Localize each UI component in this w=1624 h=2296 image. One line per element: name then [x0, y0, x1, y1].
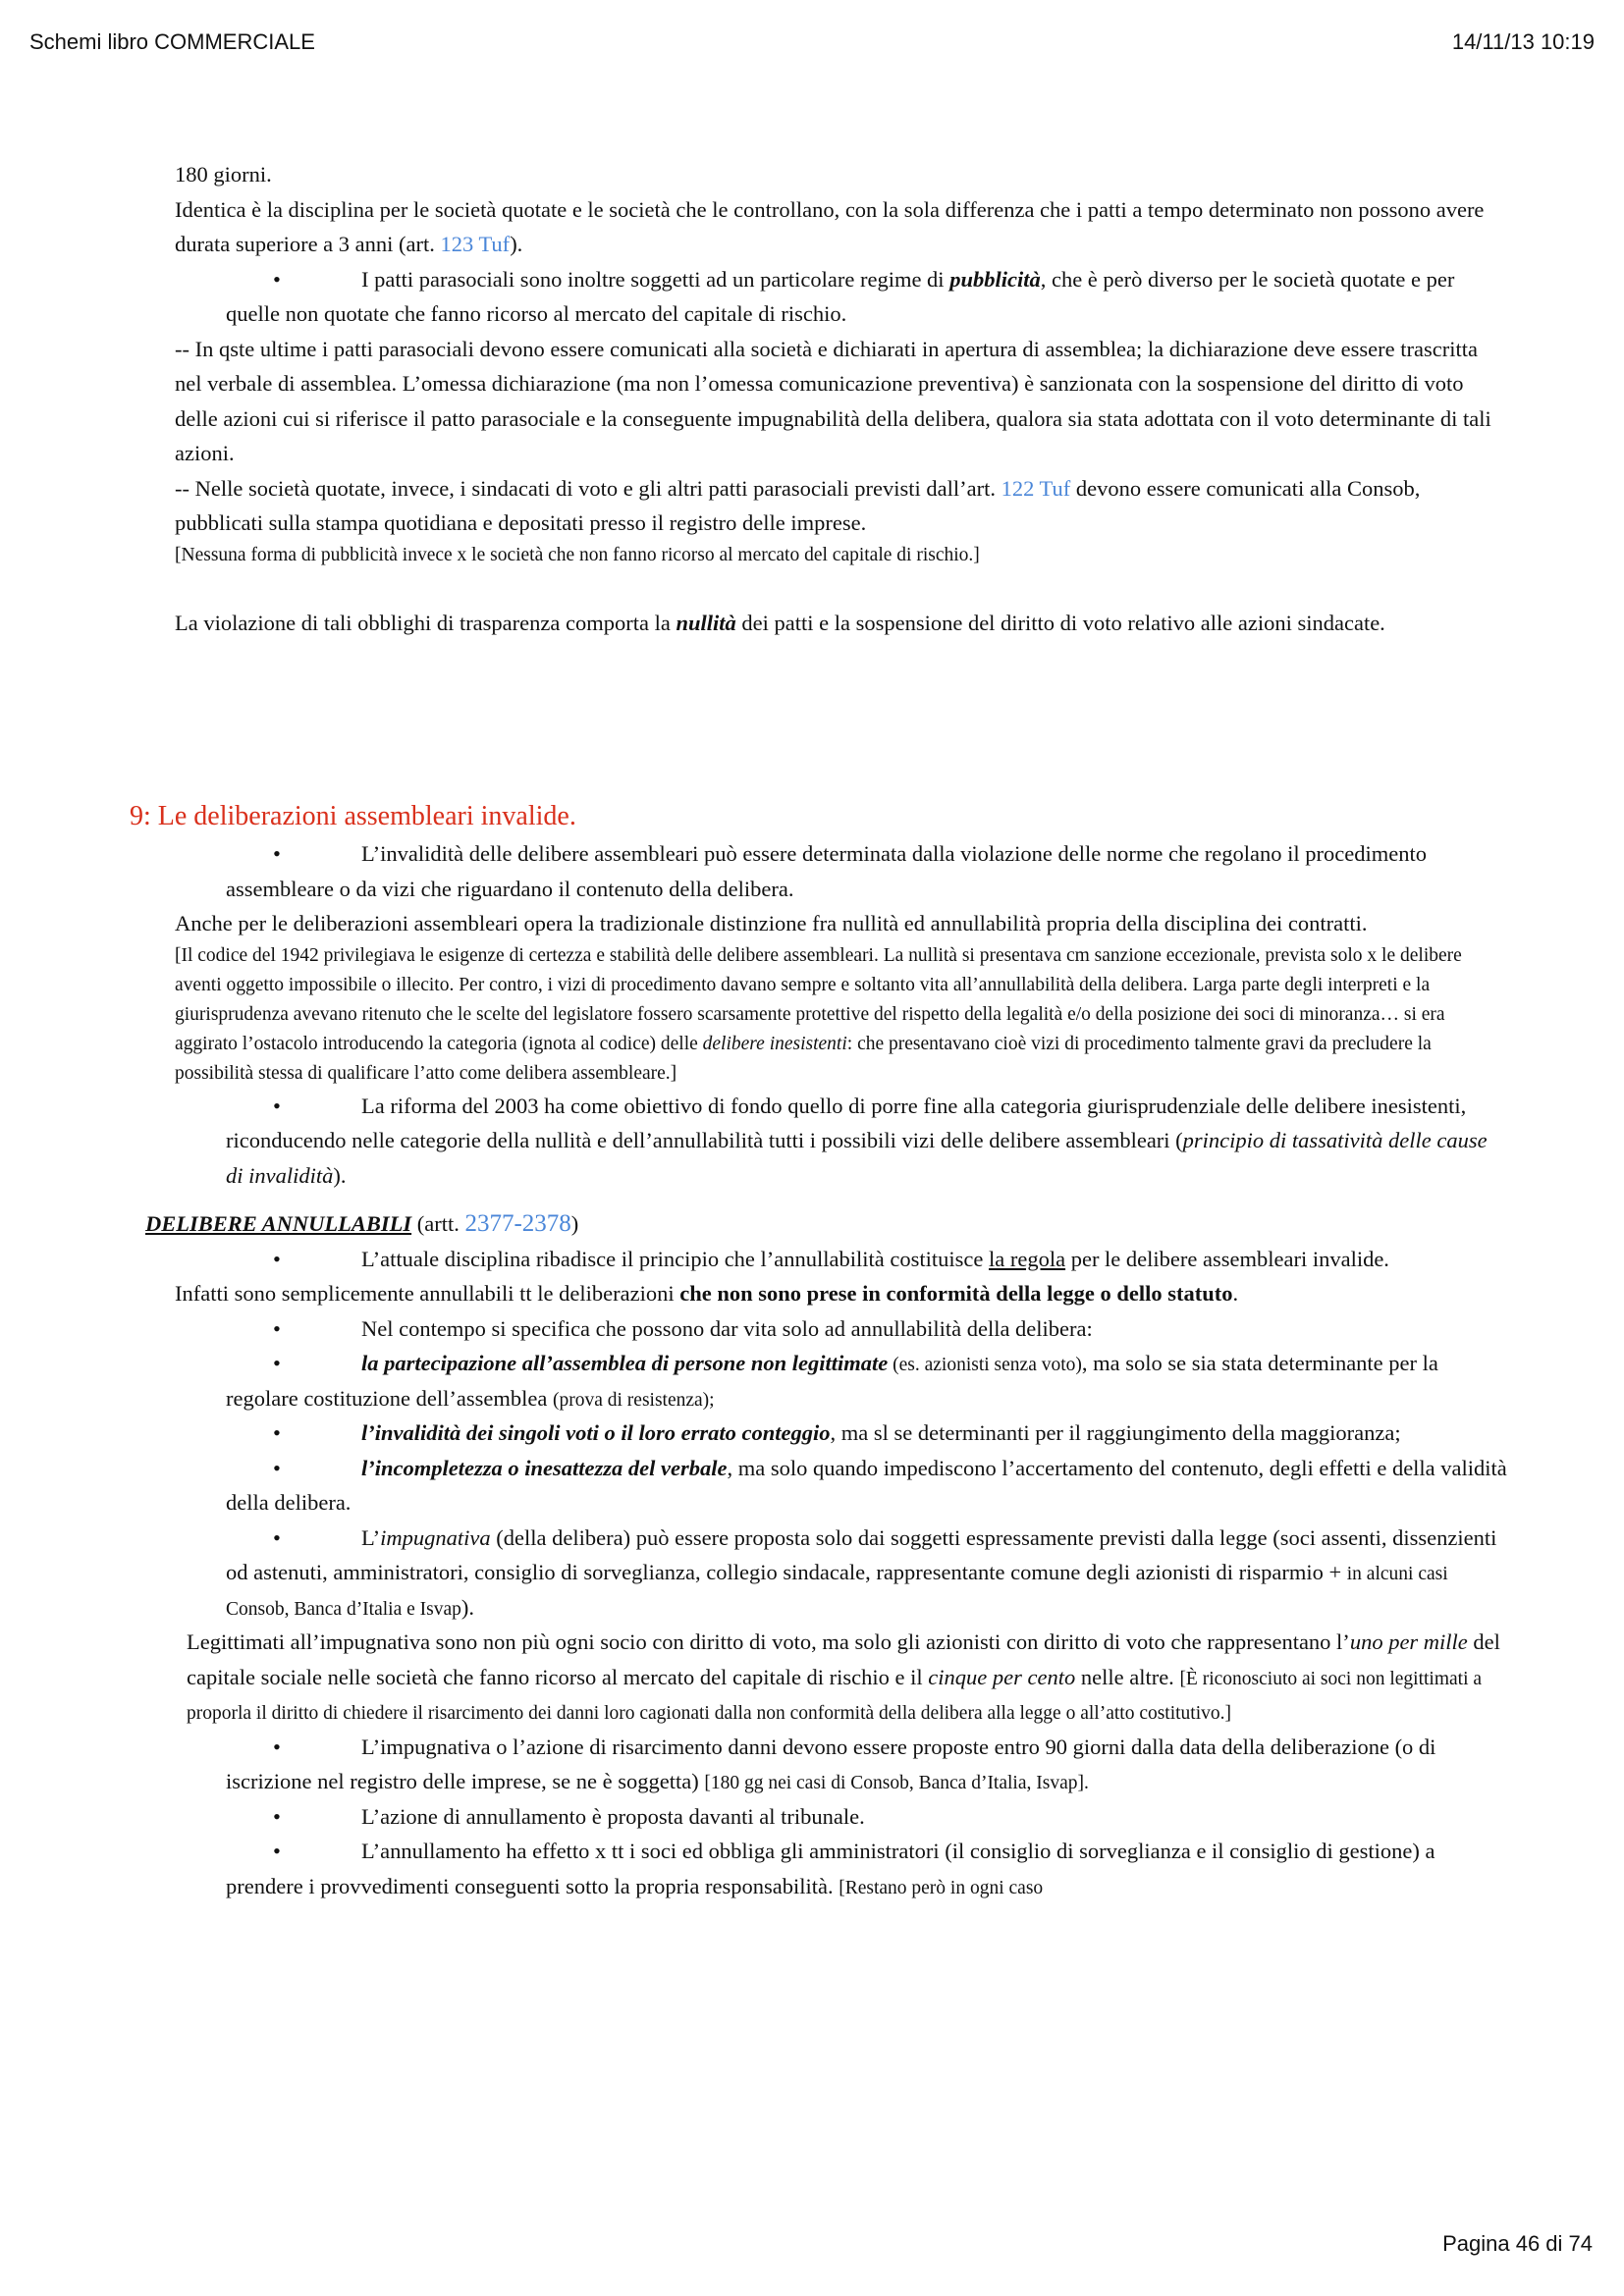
page-number: Pagina 46 di 74: [1442, 2231, 1593, 2256]
bullet-icon: •: [273, 1524, 281, 1550]
bullet-icon: •: [273, 1420, 281, 1445]
bullet-icon: •: [273, 1803, 281, 1829]
bullet-icon: •: [273, 841, 281, 866]
bullet-icon: •: [273, 1351, 281, 1375]
bullet-item: • la partecipazione all’assemblea di persone non legittimate (es. azionisti senza voto), ma solo se sia stata determinante per la regolare costituzione dell’assemblea (prova di resistenza);: [175, 1346, 1508, 1415]
note: [Nessuna forma di pubblicità invece x le società che non fanno ricorso al mercato del capitale di rischio.]: [175, 544, 980, 565]
paragraph: -- In qste ultime i patti parasociali devono essere comunicati alla società e dichiarati in apertura di assemblea; la dichiarazione deve essere trascritta nel verbale di assemblea. L’omessa dichiarazione (ma non l’omessa comunicazione preventiva) è sanzionata con la sospensione del diritto di voto delle azioni cui si riferisce il patto parasociale e la conseguente impugnabilità della delibera, qualora sia stata adottata con il voto determinante di tali azioni.: [175, 336, 1491, 465]
header-title: Schemi libro COMMERCIALE: [29, 29, 315, 54]
bullet-icon: •: [273, 266, 281, 292]
bullet-icon: •: [273, 1315, 281, 1341]
law-link[interactable]: 123 Tuf: [440, 232, 511, 256]
paragraph: Infatti sono semplicemente annullabili tt le deliberazioni che non sono prese in conformità della legge o dello statuto.: [175, 1281, 1239, 1306]
bullet-icon: •: [273, 1839, 281, 1863]
note: [Il codice del 1942 privilegiava le esigenze di certezza e stabilità delle delibere assembleari. La nullità si presentava cm sanzione eccezionale, prevista solo x le delibere aventi oggetto impossibile o illecito. Per contro, i vizi di procedimento davano sempre e soltanto vita all’annullabilità della delibera. Larga parte degli interpreti e la giurisprudenza avevano ritenuto che le scelte del legislatore fossero scarsamente protettive del rispetto della legalità e/o della posizione dei soci di minoranza… si era aggirato l’ostacolo introducendo la categoria (ignota al codice) delle delibere inesistenti: che presentavano cioè vizi di procedimento talmente gravi da precludere la possibilità stessa di qualificare l’atto come delibera assembleare.]: [175, 944, 1462, 1084]
bullet-item: • L’annullamento ha effetto x tt i soci ed obbliga gli amministratori (il consiglio di sorveglianza e il consiglio di gestione) a prendere i provvedimenti conseguenti sotto la propria responsabilità. [Restano però in ogni caso: [175, 1834, 1508, 1903]
paragraph: Anche per le deliberazioni assembleari opera la tradizionale distinzione fra nullità ed annullabilità propria della disciplina dei contratti.: [175, 911, 1368, 935]
bullet-item: • L’azione di annullamento è proposta davanti al tribunale.: [175, 1799, 1508, 1835]
document-body: [130, 157, 1508, 1903]
bullet-item: • La riforma del 2003 ha come obiettivo di fondo quello di porre fine alla categoria giurisprudenziale delle delibere inesistenti, riconducendo nelle categorie della nullità e dell’annullabilità tutti i possibili vizi delle delibere assembleari (principio di tassatività delle cause di invalidità).: [175, 1089, 1508, 1194]
bullet-icon: •: [273, 1455, 281, 1480]
paragraph: 180 giorni.: [175, 162, 272, 187]
paragraph: -- Nelle società quotate, invece, i sindacati di voto e gli altri patti parasociali previsti dall’art. 122 Tuf devono essere comunicati alla Consob, pubblicati sulla stampa quotidiana e depositati presso il registro delle imprese.: [175, 475, 1421, 535]
bullet-item: • Nel contempo si specifica che possono dar vita solo ad annullabilità della delibera:: [175, 1311, 1508, 1347]
bullet-item: • L’attuale disciplina ribadisce il principio che l’annullabilità costituisce la regola per le delibere assembleari invalide.: [175, 1242, 1508, 1277]
subsection-title: DELIBERE ANNULLABILI (artt. 2377-2378): [145, 1210, 579, 1237]
bullet-icon: •: [273, 1093, 281, 1118]
law-link[interactable]: 2377-2378: [464, 1210, 571, 1237]
bullet-item: • l’invalidità dei singoli voti o il loro errato conteggio, ma sl se determinanti per il raggiungimento della maggioranza;: [175, 1415, 1508, 1451]
bullet-item: • I patti parasociali sono inoltre soggetti ad un particolare regime di pubblicità, che è però diverso per le società quotate e per quelle non quotate che fanno ricorso al mercato del capitale di rischio.: [175, 262, 1508, 332]
bullet-item: • l’incompletezza o inesattezza del verbale, ma solo quando impediscono l’accertamento del contenuto, degli effetti e della validità della delibera.: [175, 1451, 1508, 1521]
section-title: 9: Le deliberazioni assembleari invalide.: [130, 801, 576, 831]
bullet-item: • L’impugnativa (della delibera) può essere proposta solo dai soggetti espressamente previsti dalla legge (soci assenti, dissenzienti od astenuti, amministratori, consiglio di sorveglianza, collegio sindacale, rappresentante comune degli azionisti di risparmio + in alcuni casi Consob, Banca d’Italia e Isvap).: [175, 1521, 1508, 1626]
header-datetime: 14/11/13 10:19: [1451, 29, 1595, 54]
paragraph: Identica è la disciplina per le società quotate e le società che le controllano, con la sola differenza che i patti a tempo determinato non possono avere durata superiore a 3 anni (art. 123 Tuf).: [175, 196, 1485, 256]
bullet-icon: •: [273, 1734, 281, 1759]
bullet-icon: •: [273, 1246, 281, 1271]
bullet-item: • L’impugnativa o l’azione di risarcimento danni devono essere proposte entro 90 giorni dalla data della deliberazione (o di iscrizione nel registro delle imprese, se ne è soggetta) [180 gg nei casi di Consob, Banca d’Italia, Isvap].: [175, 1730, 1508, 1799]
paragraph: Legittimati all’impugnativa sono non più ogni socio con diritto di voto, ma solo gli azionisti con diritto di voto che rappresentano l’uno per mille del capitale sociale nelle società che fanno ricorso al mercato del capitale di rischio e il cinque per cento nelle altre. [È riconosciuto ai soci non legittimati a proporla il diritto di chiedere il risarcimento dei danni loro cagionati dalla non conformità della delibera alla legge o all’atto costitutivo.]: [187, 1629, 1500, 1724]
bullet-item: • L’invalidità delle delibere assembleari può essere determinata dalla violazione delle norme che regolano il procedimento assembleare o da vizi che riguardano il contenuto della delibera.: [175, 836, 1508, 906]
paragraph: La violazione di tali obblighi di trasparenza comporta la nullità dei patti e la sospensione del diritto di voto relativo alle azioni sindacate.: [175, 610, 1385, 635]
law-link[interactable]: 122 Tuf: [1001, 475, 1071, 501]
